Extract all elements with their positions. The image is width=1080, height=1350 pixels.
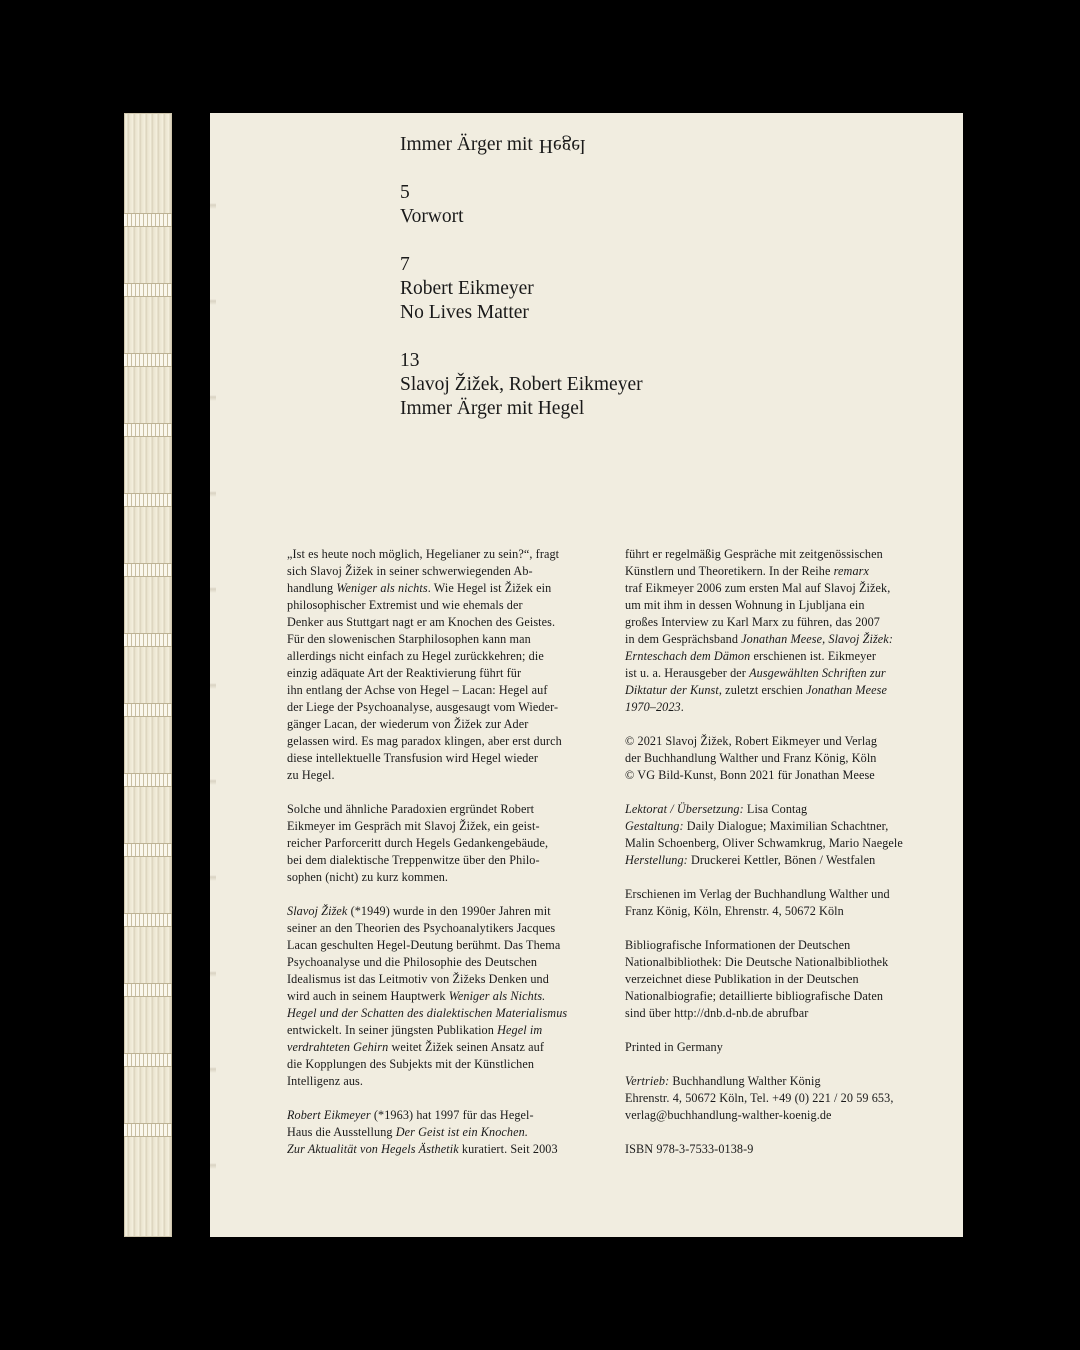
text-line: Hegel und der Schatten des dialektischen Materialismus <box>287 1006 568 1020</box>
text-line: Künstlern und Theoretikern. In der Reihe remarx <box>625 564 869 578</box>
text-line: sophen (nicht) zu kurz kommen. <box>287 870 449 884</box>
table-of-contents <box>400 133 643 421</box>
text-line: Vertrieb: Buchhandlung Walther König <box>625 1074 821 1088</box>
publisher-info <box>625 886 935 920</box>
text-line: sind über http://dnb.d-nb.de abrufbar <box>625 1006 809 1020</box>
binding-stitch <box>124 913 172 927</box>
text-line: „Ist es heute noch möglich, Hegelianer zu sein?“, fragt <box>287 547 560 561</box>
toc-entry <box>400 253 643 325</box>
text-line: bei dem dialektische Treppenwitze über den Philo- <box>287 853 540 867</box>
text-line: Diktatur der Kunst, zuletzt erschien Jonathan Meese <box>625 683 887 697</box>
toc-entry-author: Slavoj Žižek, Robert Eikmeyer <box>400 374 643 395</box>
toc-entry-title: Immer Ärger mit Hegel <box>400 398 585 419</box>
text-line: Robert Eikmeyer (*1963) hat 1997 für das Hegel- <box>287 1108 534 1122</box>
text-line: verlag@buchhandlung-walther-koenig.de <box>625 1108 832 1122</box>
binding-stitch <box>124 983 172 997</box>
text-line: Eikmeyer im Gespräch mit Slavoj Žižek, ein geist- <box>287 819 540 833</box>
text-line: Psychoanalyse und die Philosophie des Deutschen <box>287 955 538 969</box>
text-line: philosophischer Extremist und wie ehemals der <box>287 598 523 612</box>
binding-stitch <box>124 563 172 577</box>
imprint-right-column <box>625 546 935 1158</box>
text-line: um mit ihm in dessen Wohnung in Ljubljana ein <box>625 598 865 612</box>
toc-page-number: 5 <box>400 182 410 203</box>
text-line: handlung Weniger als nichts. Wie Hegel ist Žižek ein <box>287 581 552 595</box>
copyright-notice <box>625 733 935 784</box>
paragraph <box>287 1107 602 1158</box>
text-line: traf Eikmeyer 2006 zum ersten Mal auf Slavoj Žižek, <box>625 581 891 595</box>
text-line: Solche und ähnliche Paradoxien ergründet Robert <box>287 802 535 816</box>
toc-page-number: 13 <box>400 350 420 371</box>
toc-title-text: Immer Ärger mit <box>400 134 533 155</box>
printed-in <box>625 1039 935 1056</box>
binding-stitch <box>124 773 172 787</box>
text-line: verzeichnet diese Publikation in der Deutschen <box>625 972 859 986</box>
binding-stitch <box>124 843 172 857</box>
text-line: seiner an den Theorien des Psychoanalytikers Jacques <box>287 921 556 935</box>
text-line: Idealismus ist das Leitmotiv von Žižeks Denken und <box>287 972 549 986</box>
distribution-info <box>625 1073 935 1124</box>
blurb-left-column <box>287 546 602 1158</box>
text-line: Für den slowenischen Starphilosophen kann man <box>287 632 531 646</box>
text-line: diese intellektuelle Transfusion wird Hegel wieder <box>287 751 539 765</box>
text-line: verdrahteten Gehirn weitet Žižek seinen Ansatz auf <box>287 1040 545 1054</box>
text-line: Herstellung: Druckerei Kettler, Bönen / Westfalen <box>625 853 876 867</box>
text-line: ist u. a. Herausgeber der Ausgewählten Schriften zur <box>625 666 886 680</box>
text-line: Haus die Ausstellung Der Geist ist ein Knochen. <box>287 1125 528 1139</box>
text-line: 1970–2023. <box>625 700 684 714</box>
text-line: entwickelt. In seiner jüngsten Publikation Hegel im <box>287 1023 543 1037</box>
binding-stitch <box>124 423 172 437</box>
text-line: ihn entlang der Achse von Hegel – Lacan: Hegel auf <box>287 683 548 697</box>
text-line: Nationalbibliothek: Die Deutsche Nationalbibliothek <box>625 955 889 969</box>
toc-title <box>400 133 643 157</box>
text-line: der Buchhandlung Walther und Franz König, Köln <box>625 751 877 765</box>
text-line: der Liege der Psychoanalyse, ausgesaugt vom Wieder- <box>287 700 559 714</box>
binding-stitch <box>124 493 172 507</box>
text-line: Malin Schoenberg, Oliver Schwamkrug, Mario Naegele <box>625 836 903 850</box>
text-line: großes Interview zu Karl Marx zu führen, das 2007 <box>625 615 880 629</box>
text-line: Nationalbiografie; detaillierte bibliografische Daten <box>625 989 884 1003</box>
text-line: zu Hegel. <box>287 768 335 782</box>
isbn <box>625 1141 935 1158</box>
text-line: gelassen wird. Es mag paradox klingen, aber erst durch <box>287 734 562 748</box>
toc-entry <box>400 181 643 229</box>
text-line: die Kopplungen des Subjekts mit der Künstlichen <box>287 1057 535 1071</box>
binding-stitch <box>124 353 172 367</box>
text-line: reicher Parforceritt durch Hegels Gedankengebäude, <box>287 836 549 850</box>
binding-stitch <box>124 213 172 227</box>
paragraph <box>287 903 602 1090</box>
text-line: einzig adäquate Art der Reaktivierung führt für <box>287 666 522 680</box>
toc-entry-title: No Lives Matter <box>400 302 529 323</box>
text-line: Lektorat / Übersetzung: Lisa Contag <box>625 802 808 816</box>
toc-entry-title: Vorwort <box>400 206 464 227</box>
toc-page-number: 7 <box>400 254 410 275</box>
text-line: Gestaltung: Daily Dialogue; Maximilian Schachtner, <box>625 819 889 833</box>
toc-entry-author: Robert Eikmeyer <box>400 278 534 299</box>
text-line: Erschienen im Verlag der Buchhandlung Walther und <box>625 887 890 901</box>
text-line: Intelligenz aus. <box>287 1074 364 1088</box>
text-line: wird auch in seinem Hauptwerk Weniger als Nichts. <box>287 989 546 1003</box>
toc-entry <box>400 349 643 421</box>
binding-stitch <box>124 1123 172 1137</box>
text-line: Bibliografische Informationen der Deutschen <box>625 938 851 952</box>
paragraph <box>287 801 602 886</box>
text-line: Lacan geschulten Hegel-Deutung berühmt. Das Thema <box>287 938 561 952</box>
text-line: sich Slavoj Žižek in seiner schwerwiegenden Ab- <box>287 564 533 578</box>
toc-title-flipped-word: Hegel <box>538 135 586 156</box>
text-line: Ernteschach dem Dämon erschienen ist. Eikmeyer <box>625 649 876 663</box>
text-line: gänger Lacan, der wiederum von Žižek zur Ader <box>287 717 529 731</box>
text-line: Franz König, Köln, Ehrenstr. 4, 50672 Köln <box>625 904 844 918</box>
credits <box>625 801 935 869</box>
book-spine <box>124 113 172 1237</box>
text-line: ISBN 978-3-7533-0138-9 <box>625 1142 754 1156</box>
text-line: in dem Gesprächsband Jonathan Meese, Slavoj Žižek: <box>625 632 893 646</box>
binding-stitch <box>124 283 172 297</box>
text-line: führt er regelmäßig Gespräche mit zeitgenössischen <box>625 547 883 561</box>
paragraph <box>625 546 935 716</box>
bibliographic-info <box>625 937 935 1022</box>
binding-stitch <box>124 633 172 647</box>
text-line: allerdings nicht einfach zu Hegel zurückkehren; die <box>287 649 544 663</box>
text-line: Zur Aktualität von Hegels Ästhetik kuratiert. Seit 2003 <box>287 1142 558 1156</box>
paragraph <box>287 546 602 784</box>
text-line: Slavoj Žižek (*1949) wurde in den 1990er Jahren mit <box>287 904 551 918</box>
binding-stitch <box>124 703 172 717</box>
text-line: Printed in Germany <box>625 1040 723 1054</box>
text-line: Denker aus Stuttgart nagt er am Knochen des Geistes. <box>287 615 556 629</box>
text-line: © VG Bild-Kunst, Bonn 2021 für Jonathan Meese <box>625 768 875 782</box>
text-line: © 2021 Slavoj Žižek, Robert Eikmeyer und Verlag <box>625 734 878 748</box>
text-line: Ehrenstr. 4, 50672 Köln, Tel. +49 (0) 221 / 20 59 653, <box>625 1091 894 1105</box>
binding-stitch <box>124 1053 172 1067</box>
